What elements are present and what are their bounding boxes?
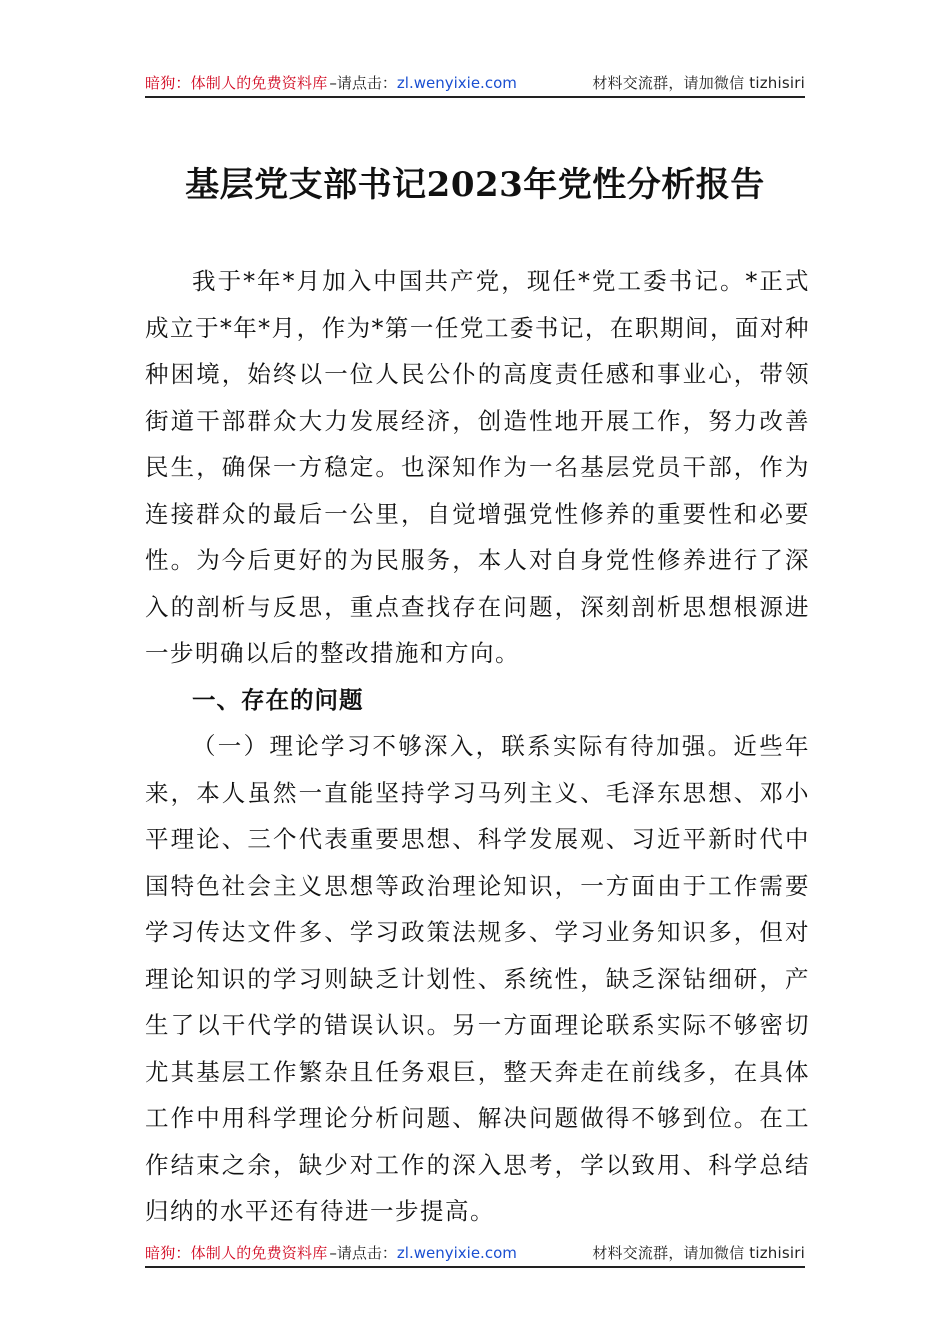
banner-brand: 暗狗：体制人的免费资料库 (145, 1244, 328, 1262)
banner-left (145, 74, 517, 92)
document-title: 基层党支部书记2023年党性分析报告 (185, 165, 765, 205)
banner-brand: 暗狗：体制人的免费资料库 (145, 74, 328, 92)
section-paragraph: （一）理论学习不够深入，联系实际有待加强。近些年来，本人虽然一直能坚持学习马列主义、毛泽东思想、邓小平理论、三个代表重要思想、科学发展观、习近平新时代中国特色社会主义思想等政治理论知识，一方面由于工作需要学习传达文件多、学习政策法规多、学习业务知识多，但对理论知识的学习则缺乏计划性、系统性，缺乏深钻细研，产生了以干代学的错误认识。另一方面理论联系实际不够密切尤其基层工作繁杂且任务艰巨，整天奔走在前线多，在具体工作中用科学理论分析问题、解决问题做得不够到位。在工作结束之余，缺少对工作的深入思考，学以致用、科学总结归纳的水平还有待进一步提高。 (145, 732, 810, 1225)
banner-left (145, 1244, 517, 1262)
header-banner (145, 66, 805, 98)
banner-group-info: 材料交流群，请加微信 tizhisiri (592, 1244, 805, 1262)
footer-banner (145, 1236, 805, 1268)
document-body (145, 258, 810, 1235)
banner-group-info: 材料交流群，请加微信 tizhisiri (592, 74, 805, 92)
section-heading: 一、存在的问题 (192, 685, 364, 714)
banner-click-prompt: –请点击： (329, 74, 397, 92)
intro-paragraph: 我于*年*月加入中国共产党，现任*党工委书记。*正式成立于*年*月，作为*第一任党工委书记，在职期间，面对种种困境，始终以一位人民公仆的高度责任感和事业心，带领街道干部群众大力发展经济，创造性地开展工作，努力改善民生，确保一方稳定。也深知作为一名基层党员干部，作为连接群众的最后一公里，自觉增强党性修养的重要性和必要性。为今后更好的为民服务，本人对自身党性修养进行了深入的剖析与反思，重点查找存在问题，深刻剖析思想根源进一步明确以后的整改措施和方向。 (145, 267, 810, 667)
banner-link[interactable]: zl.wenyixie.com (396, 74, 517, 92)
banner-click-prompt: –请点击： (329, 1244, 397, 1262)
banner-link[interactable]: zl.wenyixie.com (396, 1244, 517, 1262)
